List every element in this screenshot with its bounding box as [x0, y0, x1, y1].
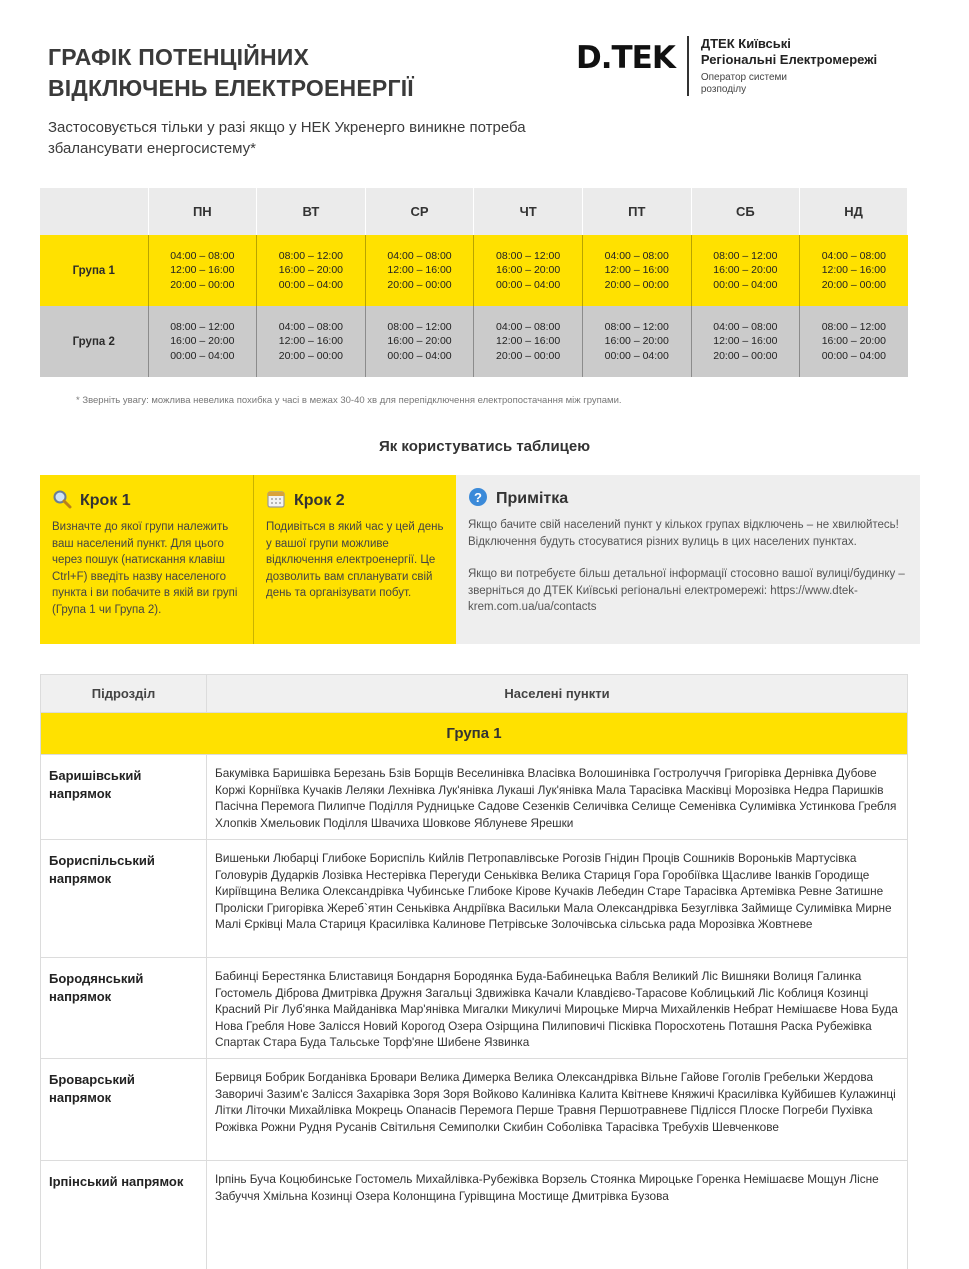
settlements-header-row: [41, 675, 907, 713]
town-list: Бабинці Берестянка Блиставиця Бондарня Бородянка Буда-Бабинецька Вабля Великий Ліс Вишняки Волиця Галинка Гостомель Діброва Дмитрівка Дружня Загальці Здвижівка Качали Клавдієво-Тарасове Коблицький Ліс Коблиця Козинці Красний Ріг Луб'янка Майданівка Мар'янівка Мигалки Микуличі Мироцьке Мирча Михайленків Небрат Немішаєве Нова Буда Нова Гребля Нове Залісся Новий Корогод Озера Озірщина Пилиповичі Пісківка Поросхотень Поташня Раска Рубежівка Спартак Стара Буда Тальське Торф'яне Шибене Язвинка: [215, 969, 898, 1049]
time-slots-cell: [582, 235, 691, 306]
time-slot: 12:00 – 16:00: [604, 264, 669, 277]
time-slot: 04:00 – 08:00: [713, 320, 778, 333]
dtek-logo: [576, 36, 877, 96]
step-2-title: Крок 2: [294, 492, 345, 509]
schedule-footnote: * Зверніть увагу: можлива невелика похибка у часі в межах 30-40 хв для перепідключення електропостачання між групами.: [76, 395, 622, 406]
time-slots-cell: [257, 306, 366, 377]
howto-steps: [40, 475, 920, 644]
settlement-row: [41, 1058, 907, 1160]
schedule-table: [40, 188, 908, 377]
time-slots-cell: [148, 235, 257, 306]
title-line-1: ГРАФІК ПОТЕНЦІЙНИХ: [48, 44, 310, 70]
division-name: Броварський напрямок: [41, 1059, 207, 1160]
division-name: Бориспільський напрямок: [41, 840, 207, 957]
magnifier-icon: [52, 489, 72, 514]
note-header: [468, 487, 910, 511]
day-header: СР: [365, 188, 474, 235]
time-slot: 08:00 – 12:00: [604, 320, 669, 333]
group-name: Група 1: [40, 235, 148, 306]
town-list: Бервиця Бобрик Богданівка Бровари Велика Димерка Велика Олександрівка Вільне Гайове Гоголів Гребельки Жердова Заворичі Зазим'є Залісся Захарівка Зоря Зоря Войково Калинівка Калита Квітневе Княжичі Красилівка Куйбишев Кулажинці Літки Літочки Михайлівка Мокрець Опанасів Перемога Перше Травня Першотравневе Підлісся Плоске Погреби Пухівка Рожівка Рожни Рудня Русанів Світильня Семиполки Скибин Соболівка Тарасівка Требухів Шевченкове: [215, 1070, 896, 1134]
step-2-card: [254, 475, 456, 644]
day-header: ВТ: [257, 188, 366, 235]
svg-text:?: ?: [474, 489, 482, 505]
time-slot: 20:00 – 00:00: [713, 349, 778, 362]
day-header: ЧТ: [474, 188, 583, 235]
time-slot: 08:00 – 12:00: [713, 249, 778, 262]
settlements-table: [40, 674, 908, 1269]
note-card: [456, 475, 920, 644]
time-slot: 12:00 – 16:00: [713, 335, 778, 348]
calendar-icon: [266, 489, 286, 514]
town-list: Ірпінь Буча Коцюбинське Гостомель Михайлівка-Рубежівка Ворзель Стоянка Мироцьке Горенка Немішаєве Мощун Лісне Забуччя Хмільна Козинці Озера Колонщина Гурівщина Мостище Дмитрівка Бузова: [215, 1172, 879, 1203]
logo-text: [701, 36, 877, 96]
day-header: ПТ: [582, 188, 691, 235]
time-slot: 16:00 – 20:00: [821, 335, 886, 348]
step-2-text: Подивіться в який час у цей день у вашої групи можливе відключення електроенергії. Це дозволить вам спланувати свій день та організувати побут.: [266, 521, 444, 599]
time-slot: 00:00 – 04:00: [713, 278, 778, 291]
division-name: Бородянський напрямок: [41, 958, 207, 1058]
time-slot: 04:00 – 08:00: [821, 249, 886, 262]
time-slots-cell: [800, 235, 908, 306]
note-body: [468, 517, 910, 616]
time-slot: 20:00 – 00:00: [170, 278, 235, 291]
time-slot: 16:00 – 20:00: [496, 264, 561, 277]
step-2-header: [266, 489, 444, 513]
settlement-row: [41, 1160, 907, 1269]
group-1-banner: Група 1: [41, 713, 907, 754]
step-1-title: Крок 1: [80, 492, 131, 509]
logo-company-line-2: Регіональні Електромережі: [700, 52, 878, 67]
time-slot: 12:00 – 16:00: [387, 264, 452, 277]
time-slots-cell: [691, 306, 800, 377]
howto-heading: Як користуватись таблицею: [378, 438, 591, 455]
time-slot: 08:00 – 12:00: [496, 249, 561, 262]
time-slot: 08:00 – 12:00: [387, 320, 452, 333]
time-slot: 00:00 – 04:00: [604, 349, 669, 362]
note-title: Примітка: [496, 490, 569, 507]
group-1-row: [40, 235, 908, 306]
time-slot: 00:00 – 04:00: [387, 349, 452, 362]
time-slot: 04:00 – 08:00: [387, 249, 452, 262]
time-slot: 16:00 – 20:00: [170, 335, 235, 348]
settlement-row: [41, 957, 907, 1058]
time-slot: 16:00 – 20:00: [604, 335, 669, 348]
time-slot: 20:00 – 00:00: [278, 349, 344, 362]
schedule-corner-cell: [40, 188, 148, 235]
page-subtitle: Застосовується тільки у разі якщо у НЕК Укренерго виникне потреба збалансувати енергосистему*: [48, 119, 526, 157]
note-paragraph-2: Якщо ви потребуєте більш детальної інформації стосовно вашої вулиці/будинку – зверніться до ДТЕК Київські регіональні електромережі: https://www.dtek-krem.com.ua/ua/contacts: [468, 568, 905, 613]
schedule-header-row: [40, 188, 908, 235]
day-header: ПН: [148, 188, 257, 235]
town-list: Бакумівка Баришівка Березань Бзів Борщів Веселинівка Власівка Волошинівка Гостролуччя Григорівка Дернівка Дубове Коржі Корніївка Кучаків Леляки Лехнівка Лук'янівка Лукаші Лук'янівка Мала Тарасівка Масківці Морозівка Недра Паришків Пасічна Перемога Пилипче Поділля Рудницьке Садове Сезенків Селичівка Селище Семенівка Сулимівка Устинкова Гребля Хлопків Хмельовик Поділля Швачиха Шовкове Яблуневе Ярешки: [215, 766, 897, 830]
settlements-column-header: Населені пункти: [504, 686, 610, 701]
time-slot: 08:00 – 12:00: [821, 320, 886, 333]
time-slots-cell: [582, 306, 691, 377]
logo-operator-line-2: розподілу: [700, 84, 747, 95]
time-slots-cell: [474, 235, 583, 306]
settlement-row: [41, 839, 907, 957]
town-list: Вишеньки Любарці Глибоке Бориспіль Кийлів Петропавлівське Рогозів Гнідин Проців Сошників Вороньків Мартусівка Головурів Дударків Лозівка Нестерівка Перегуди Сеньківка Велика Стариця Гора Горобіївка Щасливе Іванків Городище Киріївщина Велика Олександрівка Чубинське Глибоке Кірове Кучаків Лебедин Старе Тарасівка Артемівка Ревне Затишне Пролiски Григорівка Жереб`ятин Сеньківка Андріївка Васильки Мала Олександрівка Безуглівка Займище Сулимівка Мирне Малі Єрківці Мала Стариця Красилівка Калинове Петрівське Золочівська сільська рада Морозівка Жовтневе: [215, 851, 892, 931]
step-1-header: [52, 489, 241, 513]
time-slot: 08:00 – 12:00: [170, 320, 235, 333]
division-name: Баришівський напрямок: [41, 755, 207, 839]
time-slot: 20:00 – 00:00: [604, 278, 669, 291]
group-name: Група 2: [40, 306, 148, 377]
time-slots-cell: [257, 235, 366, 306]
logo-divider: [687, 36, 689, 96]
time-slot: 16:00 – 20:00: [278, 264, 344, 277]
time-slots-cell: [691, 235, 800, 306]
time-slot: 12:00 – 16:00: [278, 335, 344, 348]
time-slot: 20:00 – 00:00: [387, 278, 452, 291]
title-line-2: ВІДКЛЮЧЕНЬ ЕЛЕКТРОЕНЕРГІЇ: [48, 75, 414, 101]
time-slot: 00:00 – 04:00: [278, 278, 344, 291]
time-slot: 20:00 – 00:00: [496, 349, 561, 362]
time-slot: 00:00 – 04:00: [170, 349, 235, 362]
logo-mark: D.TEK: [576, 40, 675, 76]
time-slots-cell: [474, 306, 583, 377]
time-slot: 12:00 – 16:00: [821, 264, 886, 277]
division-column-header: Підрозділ: [41, 675, 207, 712]
time-slot: 04:00 – 08:00: [496, 320, 561, 333]
time-slot: 12:00 – 16:00: [170, 264, 235, 277]
time-slots-cell: [365, 306, 474, 377]
page-title: [48, 42, 414, 104]
logo-company-line-1: ДТЕК Київські: [700, 36, 791, 51]
time-slot: 08:00 – 12:00: [278, 249, 344, 262]
group-2-row: [40, 306, 908, 377]
step-1-text: Визначте до якої групи належить ваш населений пункт. Для цього через пошук (натискання клавіш Ctrl+F) введіть назву населеного пункта і ви побачите в якій ви групі (Група 1 чи Група 2).: [52, 521, 238, 616]
time-slot: 12:00 – 16:00: [496, 335, 561, 348]
time-slots-cell: [365, 235, 474, 306]
day-header: СБ: [691, 188, 800, 235]
time-slot: 04:00 – 08:00: [170, 249, 235, 262]
question-icon: [468, 487, 488, 512]
settlement-row: [41, 754, 907, 839]
time-slot: 04:00 – 08:00: [604, 249, 669, 262]
time-slot: 16:00 – 20:00: [387, 335, 452, 348]
time-slots-cell: [800, 306, 908, 377]
note-paragraph-1: Якщо бачите свій населений пункт у кількох групах відключень – не хвилюйтесь! Відключення будуть стосуватися різних вулиць в цих населених пунктах.: [468, 519, 899, 548]
logo-operator-line-1: Оператор системи: [700, 72, 787, 83]
time-slot: 00:00 – 04:00: [821, 349, 886, 362]
division-name: Ірпінський напрямок: [41, 1161, 207, 1269]
day-header: НД: [800, 188, 908, 235]
time-slot: 20:00 – 00:00: [821, 278, 886, 291]
time-slot: 00:00 – 04:00: [496, 278, 561, 291]
time-slots-cell: [148, 306, 257, 377]
step-1-card: [40, 475, 254, 644]
time-slot: 04:00 – 08:00: [278, 320, 344, 333]
time-slot: 16:00 – 20:00: [713, 264, 778, 277]
